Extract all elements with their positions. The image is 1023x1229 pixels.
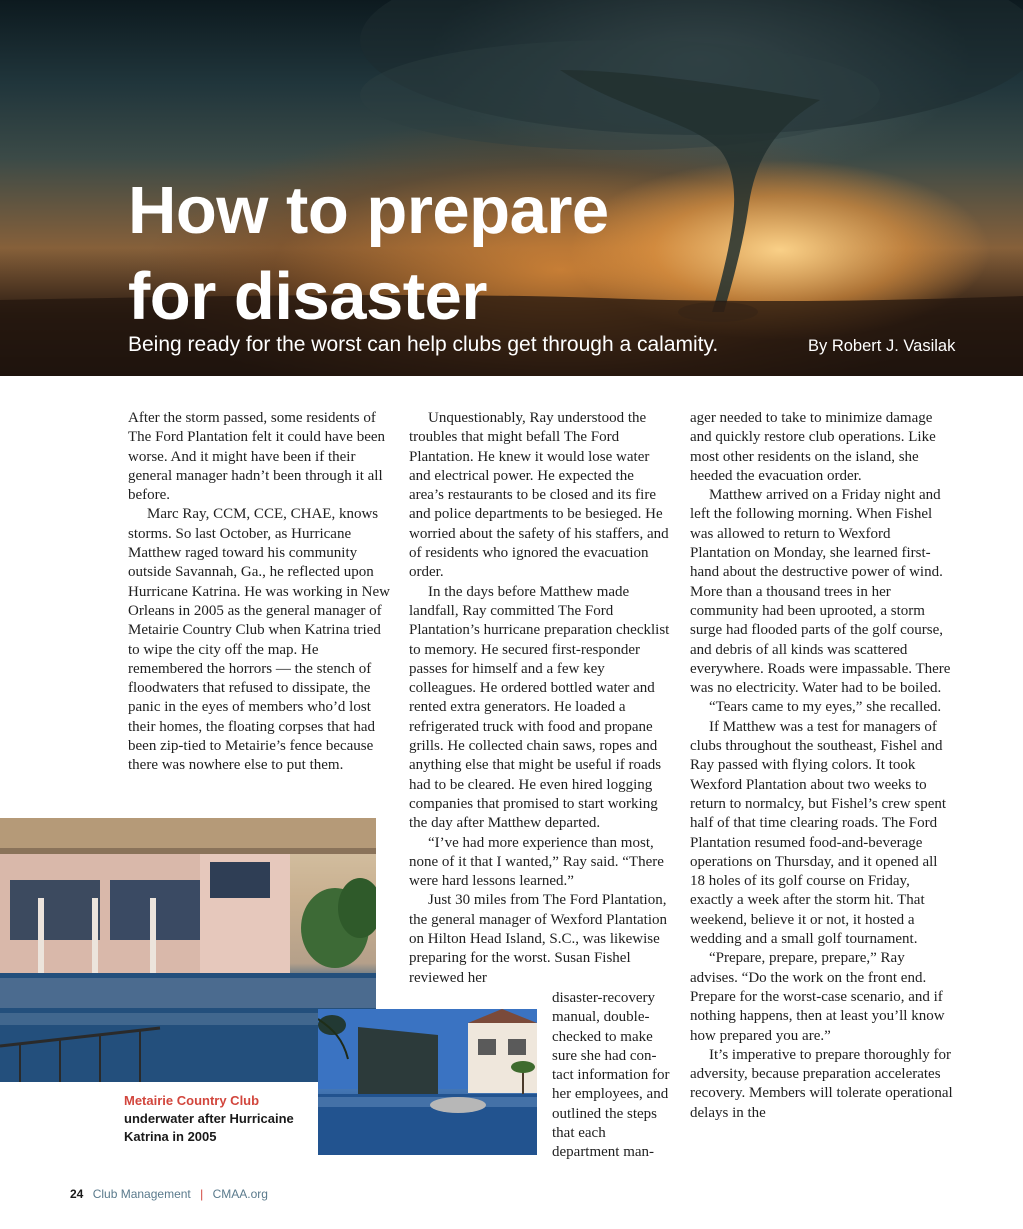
page-footer bbox=[70, 1187, 268, 1201]
paragraph: Unquestionably, Ray understood the troubles that might befall The Ford Plantation. He knew it would lose water and electrical power. He expected the area’s restaurants to be closed and its fire and police departments to be besieged. He worried about the safety of his staffers, and of residents who ignored the evacuation order. bbox=[409, 410, 669, 581]
article-title bbox=[128, 168, 768, 340]
paragraph: Just 30 miles from The Ford Plantation, the general manager of Wexford Plantation on Hilton Head Island, S.C., was likewise preparing for the worst. Susan Fishel reviewed her bbox=[409, 892, 668, 986]
page-number: 24 bbox=[70, 1187, 84, 1201]
photo-caption bbox=[124, 1092, 324, 1146]
column-3 bbox=[690, 409, 955, 1123]
column-2 bbox=[409, 409, 672, 988]
byline: By Robert J. Vasilak bbox=[808, 337, 956, 355]
hero-banner bbox=[0, 0, 1023, 376]
website-link[interactable]: CMAA.org bbox=[212, 1187, 268, 1201]
paragraph: It’s imperative to prepare thoroughly for adversity, because preparation accelerates recovery. Members will tolerate operational delays in the bbox=[690, 1046, 953, 1121]
column-1 bbox=[128, 409, 390, 776]
paragraph: “Tears came to my eyes,” she recalled. bbox=[709, 699, 942, 716]
paragraph: “I’ve had more experience than most, none of it that I wanted,” Ray said. “There were hard lessons learned.” bbox=[409, 834, 664, 890]
column-2-continued bbox=[552, 989, 672, 1163]
title-line-2: for disaster bbox=[128, 259, 487, 334]
article-subtitle: Being ready for the worst can help clubs get through a calamity. bbox=[128, 333, 719, 356]
flooded-street-photo bbox=[318, 1009, 537, 1155]
paragraph: ager needed to take to minimize damage and quickly restore club operations. Like most other residents on the island, she heeded the evacuation order. bbox=[690, 410, 936, 484]
caption-text: underwater after Hurricaine Katrina in 2005 bbox=[124, 1111, 294, 1144]
paragraph: Matthew arrived on a Friday night and left the following morning. When Fishel was allowed to return to Wexford Plantation on Monday, she learned first-hand about the destructive power of wind. More than a thousand trees in her community had been uprooted, a storm surge had flooded parts of the golf course, and debris of all kinds was scattered everywhere. Roads were impassable. There was no electricity. Water had to be boiled. bbox=[690, 487, 951, 697]
paragraph: After the storm passed, some residents of The Ford Plantation felt it could have been worse. And it might have been if their general manager hadn’t been through it all before. bbox=[128, 410, 386, 504]
paragraph: In the days before Matthew made landfall, Ray committed The Ford Plantation’s hurricane preparation checklist to memory. He secured first-responder passes for himself and a few key colleagues. He ordered bottled water and rented extra generators. He loaded a refrigerated truck with food and propane grills. He collected chain saws, ropes and anything else that might be useful if roads had to be cleared. He even hired logging companies that promised to start working the day after Matthew departed. bbox=[409, 583, 670, 832]
footer-separator: | bbox=[200, 1187, 204, 1201]
title-line-1: How to prepare bbox=[128, 173, 609, 248]
paragraph: “Prepare, prepare, prepare,” Ray advises. “Do the work on the front end. Prepare for the worst-case scenario, and if nothing happens, then at least you’ll know how prepared you are.” bbox=[690, 950, 945, 1044]
paragraph: Marc Ray, CCM, CCE, CHAE, knows storms. So last October, as Hurricane Matthew raged toward his community outside Savannah, Ga., he reflected upon Hurricane Katrina. He was working in New Orleans in 2005 as the general manager of Metairie Country Club when Katrina tried to wipe the city off the map. He remembered the horrors — the stench of floodwaters that refused to dissipate, the panic in the eyes of members who’d lost their homes, the floating corpses that had been zip-tied to Metairie’s fence because there was nowhere else to put them. bbox=[128, 506, 390, 774]
paragraph: disaster-recovery manual, double-checked to make sure she had con-tact information for her employees, and outlined the steps that each department man- bbox=[552, 990, 670, 1161]
caption-highlight: Metairie Country Club bbox=[124, 1093, 260, 1108]
publication-name: Club Management bbox=[92, 1187, 191, 1201]
paragraph: If Matthew was a test for managers of clubs throughout the southeast, Fishel and Ray passed with flying colors. It took Wexford Plantation about two weeks to return to normalcy, but Fishel’s crew spent half of that time clearing roads. The Ford Plantation resumed food-and-beverage operations on Thursday, and it opened all 18 holes of its golf course on Friday, exactly a week after the storm hit. That weekend, believe it or not, it hosted a wedding and a small golf tournament. bbox=[690, 718, 947, 948]
